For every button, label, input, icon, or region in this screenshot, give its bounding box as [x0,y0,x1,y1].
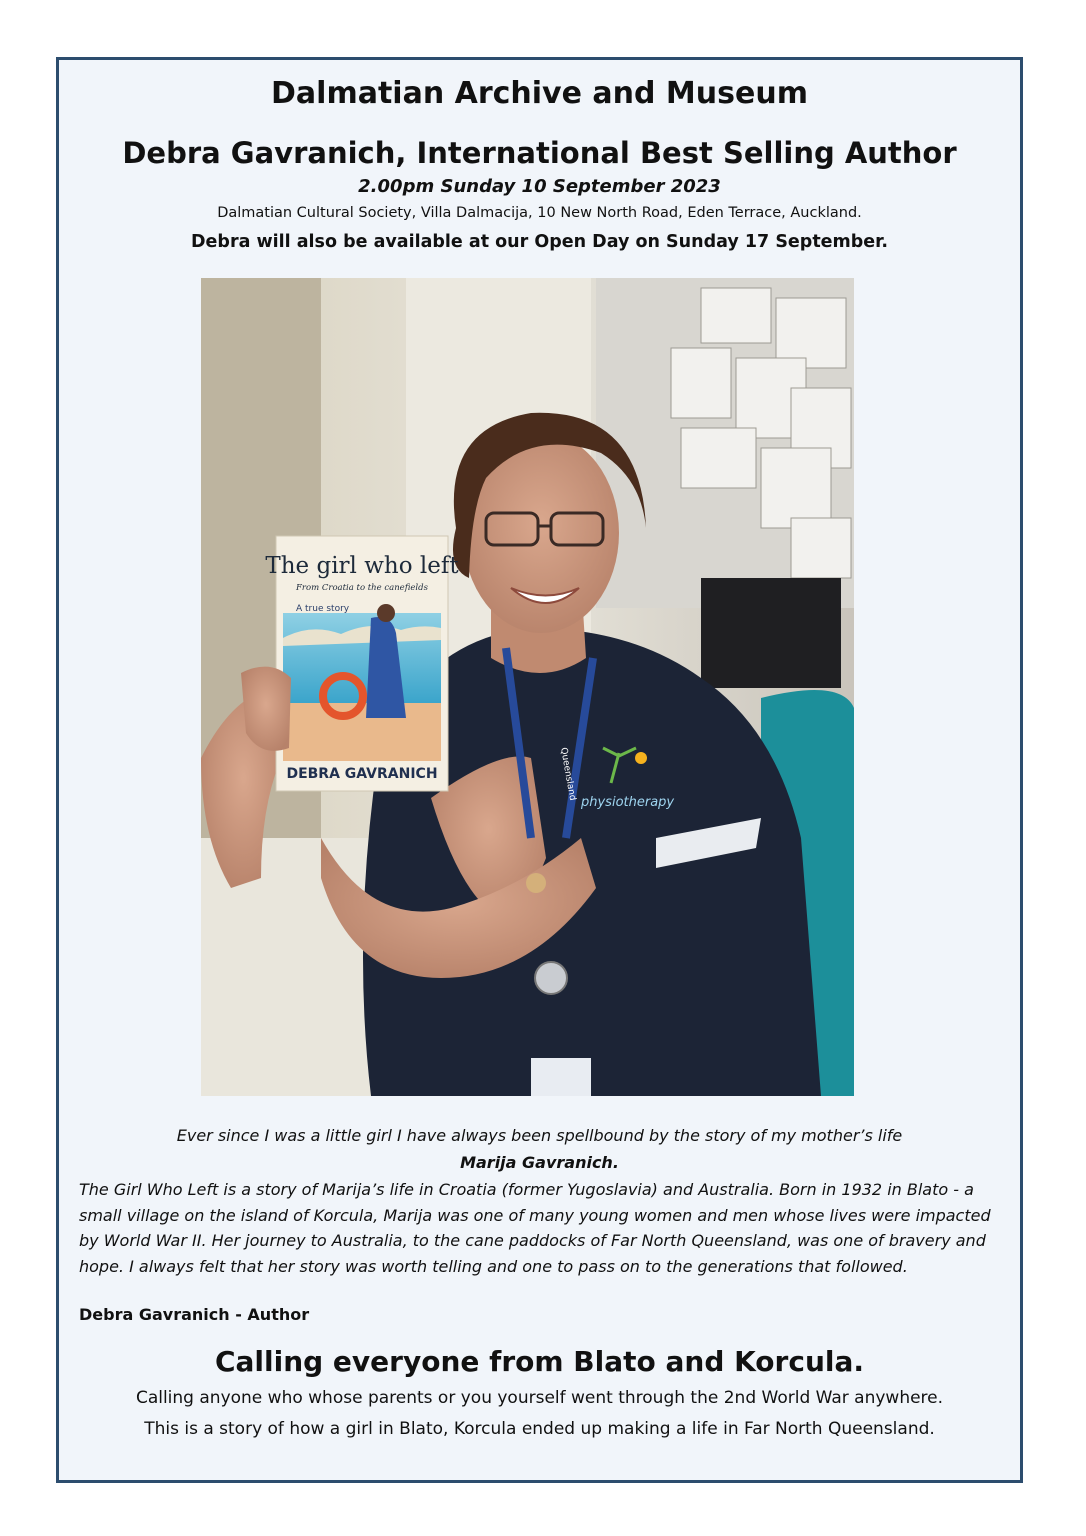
quote-intro: Ever since I was a little girl I have always been spellbound by the story of my mother’s life [176,1126,903,1145]
badge-reel [535,962,567,994]
watch [526,873,546,893]
author-byline: Debra Gavranich - Author [79,1305,310,1324]
story-paragraph: The Girl Who Left is a story of Marija’s life in Croatia (former Yugoslavia) and Australia. Born in 1932 in Blato - a small village on the island of Korcula, Marija was one of many young women and men whose lives were impacted by World War II. Her journey to Australia, to the cane paddocks of Far North Queensland, was one of bravery and hope. I always felt that her story was worth telling and one to pass on to the generations that followed. [79,1180,991,1276]
shirt-logo: physiotherapy [581,795,675,810]
lanyard-text: Queensland [558,746,578,802]
author-photo [201,278,854,1096]
monitor [701,578,841,688]
event-venue: Dalmatian Cultural Society, Villa Dalmacija, 10 New North Road, Eden Terrace, Auckland. [217,205,862,221]
id-badge [531,1058,591,1096]
book-subtitle: From Croatia to the canefields [296,583,428,593]
sun-icon [635,752,647,764]
book-author: DEBRA GAVRANICH [286,766,438,782]
org-title: Dalmatian Archive and Museum [271,76,808,111]
author-photo-illustration [201,278,854,1096]
calling-line-2: This is a story of how a girl in Blato, Korcula ended up making a life in Far North Queensland. [144,1419,935,1439]
book-cover [265,536,459,791]
event-headline: Debra Gavranich, International Best Selling Author [122,136,957,170]
book-title: The girl who left [265,553,459,579]
open-day-note: Debra will also be available at our Open Day on Sunday 17 September. [191,232,888,252]
book-tag: A true story [296,604,350,614]
quote-mother-name: Marija Gavranich. [460,1153,619,1172]
event-datetime: 2.00pm Sunday 10 September 2023 [358,176,721,197]
calling-line-1: Calling anyone who whose parents or you yourself went through the 2nd World War anywhere. [135,1388,944,1408]
calling-heading: Calling everyone from Blato and Korcula. [214,1345,865,1378]
flyer-frame [56,57,1023,1483]
